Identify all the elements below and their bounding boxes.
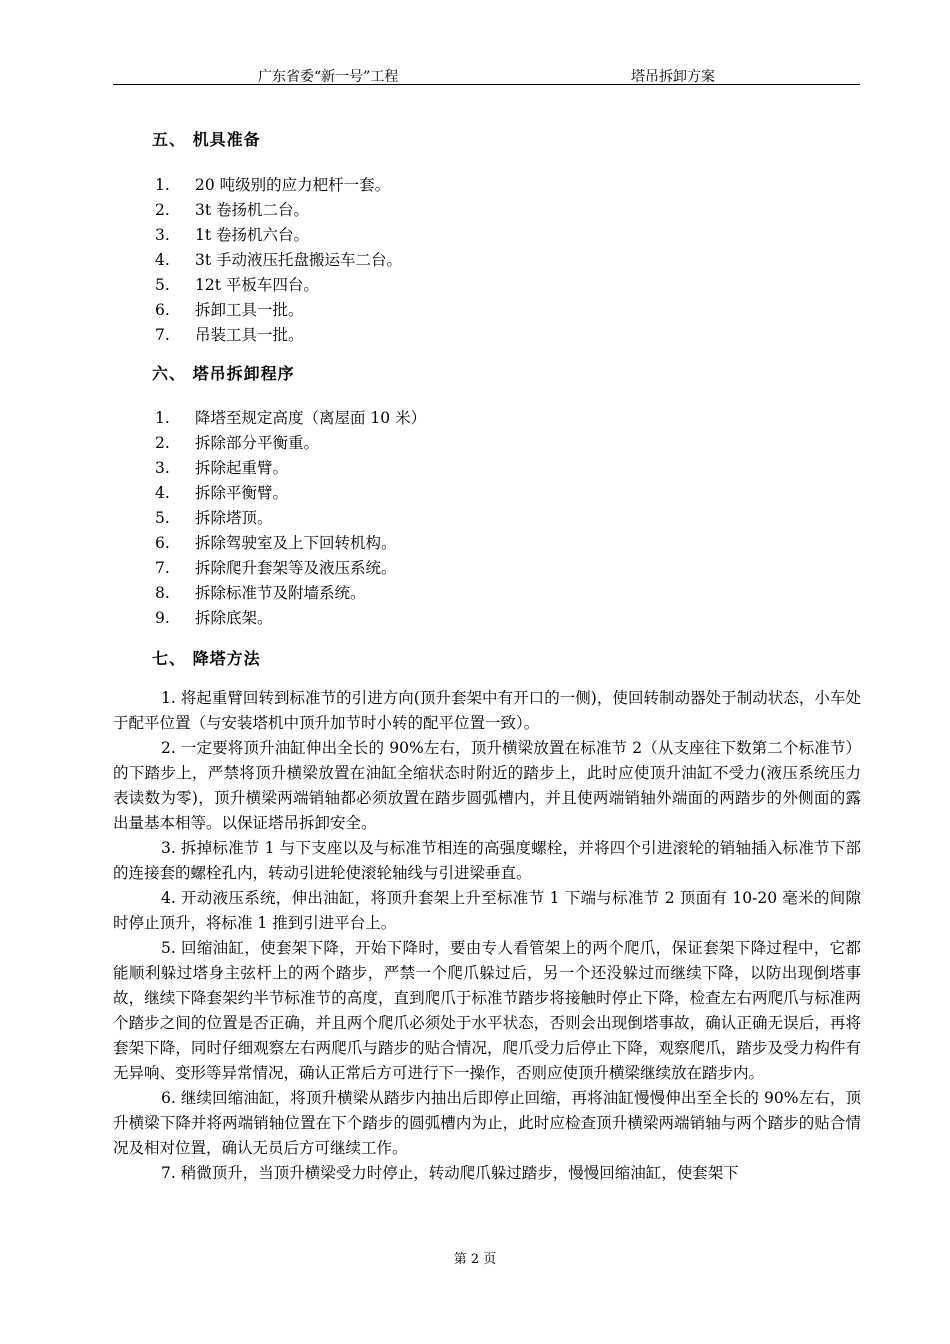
- header-project-name: 广东省委“新一号”工程: [258, 69, 399, 85]
- section-title-procedure: 六、 塔吊拆卸程序: [152, 364, 295, 383]
- page-number: 第 2 页: [453, 1252, 497, 1267]
- method-paragraph: 2. 一定要将顶升油缸伸出全长的 90%左右，顶升横梁放置在标准节 2（从支座往下数第二个标准节）的下踏步上，严禁将顶升横梁放置在油缸全缩状态时附近的踏步上，此时应使顶升油缸不受力(液压系统压力表读数为零)，顶升横梁两端销轴都必须放置在踏步圆弧槽内，并且使两端销轴外端面的两踏步的外侧面的露出量基本相等。以保证塔吊拆卸安全。: [113, 739, 861, 832]
- list-item: [155, 456, 426, 481]
- lowering-method-paragraphs: [113, 686, 861, 1186]
- list-item-number: 3.: [155, 226, 170, 244]
- list-item: [155, 223, 402, 248]
- list-item: [155, 273, 402, 298]
- list-item: [155, 506, 426, 531]
- method-paragraph: 4. 开动液压系统，伸出油缸，将顶升套架上升至标准节 1 下端与标准节 2 顶面有 10-20 毫米的间隙时停止顶升，将标准 1 推到引进平台上。: [113, 889, 861, 932]
- list-item-number: 1.: [155, 176, 170, 194]
- list-item-text: 拆除部分平衡重。: [195, 434, 320, 452]
- list-item-number: 4.: [155, 251, 170, 269]
- page-header: [113, 62, 860, 85]
- list-item-number: 4.: [155, 484, 170, 502]
- list-item: [155, 431, 426, 456]
- list-item-number: 7.: [155, 326, 170, 344]
- list-item: [155, 531, 426, 556]
- section-title-tools: 五、 机具准备: [152, 130, 261, 149]
- list-item: [155, 173, 402, 198]
- list-item-text: 拆除塔顶。: [195, 509, 273, 527]
- list-item-number: 1.: [155, 409, 170, 427]
- tools-list: [155, 173, 402, 348]
- list-item-number: 2.: [155, 201, 170, 219]
- list-item-text: 1t 卷扬机六台。: [195, 226, 310, 244]
- list-item: [155, 581, 426, 606]
- procedure-list: [155, 406, 426, 631]
- list-item: [155, 298, 402, 323]
- list-item-number: 5.: [155, 276, 170, 294]
- list-item-number: 7.: [155, 559, 170, 577]
- method-paragraph: 7. 稍微顶升，当顶升横梁受力时停止，转动爬爪躲过踏步，慢慢回缩油缸，使套架下: [161, 1164, 739, 1182]
- list-item-text: 降塔至规定高度（离屋面 10 米）: [195, 409, 427, 427]
- list-item-text: 拆除标准节及附墙系统。: [195, 584, 366, 602]
- list-item-number: 2.: [155, 434, 170, 452]
- list-item: [155, 406, 426, 431]
- list-item: [155, 198, 402, 223]
- list-item: [155, 248, 402, 273]
- list-item-number: 6.: [155, 301, 170, 319]
- list-item: [155, 323, 402, 348]
- list-item-number: 3.: [155, 459, 170, 477]
- method-paragraph: 5. 回缩油缸，使套架下降，开始下降时，要由专人看管架上的两个爬爪，保证套架下降过程中，它都能顺利躲过塔身主弦杆上的两个踏步，严禁一个爬爪躲过后，另一个还没躲过而继续下降，以防出现倒塔事故，继续下降套架约半节标准节的高度，直到爬爪于标准节踏步将接触时停止下降，检查左右两爬爪与标准两个踏步之间的位置是否正确，并且两个爬爪必须处于水平状态，否则会出现倒塔事故，确认正确无误后，再将套架下降，同时仔细观察左右两爬爪与踏步的贴合情况，爬爪受力后停止下降，观察爬爪，踏步及受力构件有无异响、变形等异常情况，确认正常后方可进行下一操作，否则应使顶升横梁继续放在踏步内。: [113, 939, 861, 1082]
- method-paragraph: 3. 拆掉标准节 1 与下支座以及与标准节相连的高强度螺栓，并将四个引进滚轮的销轴插入标准节下部的连接套的螺栓孔内，转动引进轮使滚轮轴线与引进梁垂直。: [113, 839, 861, 882]
- list-item: [155, 481, 426, 506]
- list-item-text: 3t 手动液压托盘搬运车二台。: [195, 251, 403, 269]
- list-item: [155, 556, 426, 581]
- list-item-text: 12t 平板车四台。: [195, 276, 319, 294]
- list-item: [155, 606, 426, 631]
- list-item-text: 3t 卷扬机二台。: [195, 201, 310, 219]
- list-item-text: 拆除底架。: [195, 609, 273, 627]
- list-item-text: 拆除驾驶室及上下回转机构。: [195, 534, 397, 552]
- list-item-text: 拆除起重臂。: [195, 459, 289, 477]
- method-paragraph: 6. 继续回缩油缸，将顶升横梁从踏步内抽出后即停止回缩，再将油缸慢慢伸出至全长的 90%左右，顶升横梁下降并将两端销轴位置在下个踏步的圆弧槽内为止，此时应检查顶升横梁两端销轴与两个踏步的贴合情况及相对位置，确认无员后方可继续工作。: [113, 1089, 861, 1157]
- list-item-text: 拆除平衡臂。: [195, 484, 289, 502]
- method-paragraph: 1. 将起重臂回转到标准节的引进方向(顶升套架中有开口的一侧)，使回转制动器处于制动状态，小车处于配平位置（与安装塔机中顶升加节时小转的配平位置一致）。: [113, 689, 861, 732]
- section-title-lowering-method: 七、 降塔方法: [152, 649, 261, 668]
- list-item-number: 5.: [155, 509, 170, 527]
- list-item-number: 6.: [155, 534, 170, 552]
- list-item-text: 拆卸工具一批。: [195, 301, 304, 319]
- list-item-text: 吊装工具一批。: [195, 326, 304, 344]
- list-item-text: 拆除爬升套架等及液压系统。: [195, 559, 397, 577]
- list-item-number: 8.: [155, 584, 170, 602]
- list-item-text: 20 吨级别的应力杷杆一套。: [195, 176, 391, 194]
- header-doc-title: 塔吊拆卸方案: [631, 69, 715, 85]
- list-item-number: 9.: [155, 609, 170, 627]
